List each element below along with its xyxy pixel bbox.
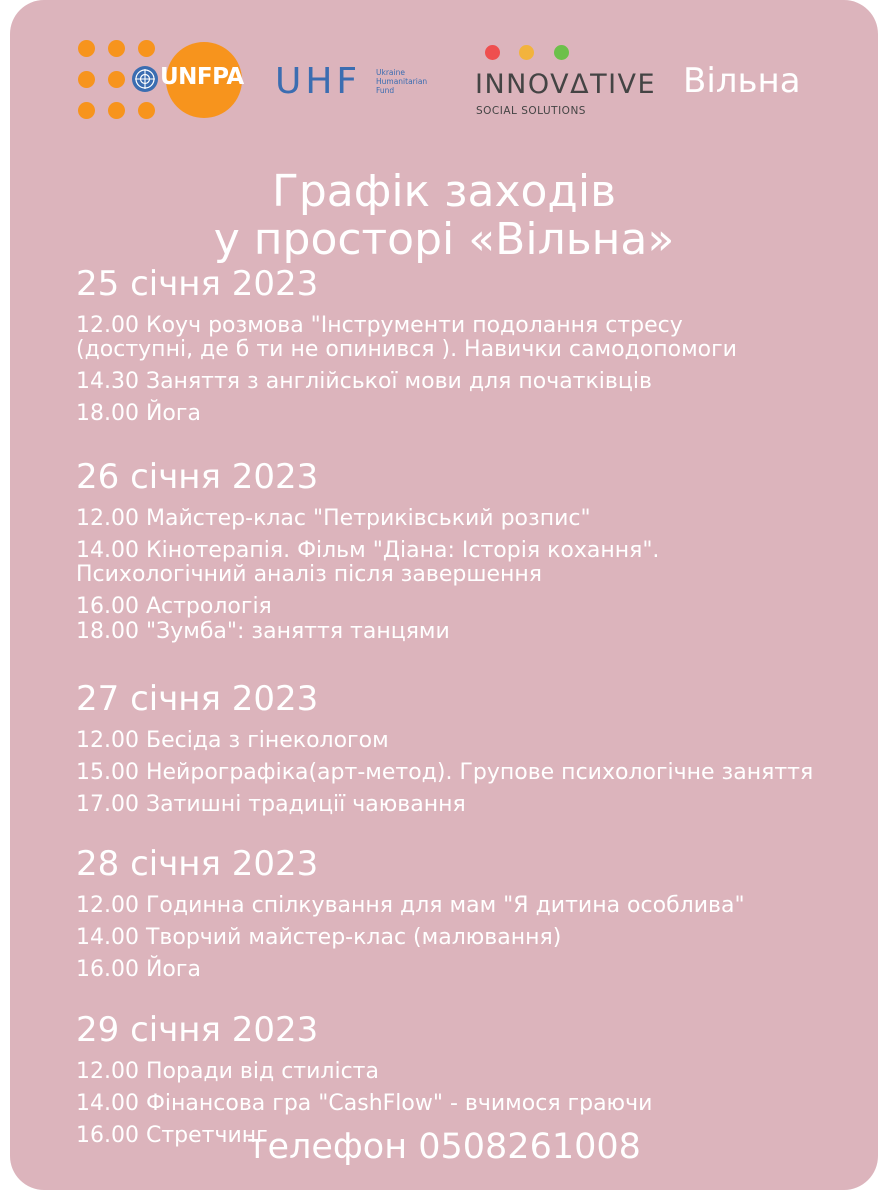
- day-block: [76, 677, 876, 842]
- contact-phone: телефон 0508261008: [247, 1127, 641, 1167]
- uhf-line-3: Fund: [376, 86, 395, 95]
- event-item: 12.00 Коуч розмова "Інструменти подолання стресу (доступні, де б ти не опинився ). Навички самодопомоги: [76, 313, 737, 362]
- poster: [10, 0, 878, 1190]
- un-globe-icon: [131, 65, 159, 93]
- event-item: 14.00 Фінансова гра "CashFlow" - вчимося граючи: [76, 1091, 653, 1116]
- event-item: 12.00 Поради від стиліста: [76, 1059, 379, 1084]
- event-item: 12.00 Майстер-клас "Петриківський розпис": [76, 506, 591, 531]
- event-item: 14.00 Кінотерапія. Фільм "Діана: Історія кохання". Психологічний аналіз після завершення: [76, 538, 660, 587]
- vilna-logo: Вільна: [683, 61, 801, 101]
- day-date: 28 січня 2023: [76, 844, 319, 884]
- event-item: 15.00 Нейрографіка(арт-метод). Групове психологічне заняття: [76, 760, 814, 785]
- uhf-line-2: Humanitarian: [376, 77, 428, 86]
- page-title-line-2: у просторі «Вільна»: [213, 214, 675, 265]
- event-item: 18.00 Йога: [76, 401, 201, 426]
- uhf-line-1: Ukraine: [376, 68, 405, 77]
- event-item: 12.00 Бесіда з гінекологом: [76, 728, 389, 753]
- day-block: [76, 262, 876, 455]
- event-item: 16.00 Йога: [76, 957, 201, 982]
- event-item: 16.00 Стретчинг: [76, 1123, 268, 1148]
- innovative-logo-subtitle: SOCIAL SOLUTIONS: [476, 105, 586, 117]
- unfpa-logo-text: UNFPA: [160, 64, 244, 90]
- logo-row: [10, 0, 878, 140]
- page-title-line-1: Графік заходів: [271, 166, 617, 217]
- event-item: 17.00 Затишні традиції чаювання: [76, 792, 466, 817]
- event-item: 18.00 "Зумба": заняття танцями: [76, 619, 450, 644]
- uhf-logo-text: UHF: [275, 61, 362, 102]
- innovative-dots-icon: [475, 45, 575, 63]
- day-date: 25 січня 2023: [76, 264, 319, 304]
- day-block: [76, 842, 876, 1008]
- event-item: 14.30 Заняття з англійської мови для початківців: [76, 369, 652, 394]
- event-item: 16.00 Астрологія: [76, 594, 272, 619]
- day-block: [76, 455, 876, 677]
- day-date: 29 січня 2023: [76, 1010, 319, 1050]
- day-date: 27 січня 2023: [76, 679, 319, 719]
- event-item: 14.00 Творчий майстер-клас (малювання): [76, 925, 562, 950]
- day-date: 26 січня 2023: [76, 457, 319, 497]
- innovative-logo-title: INNOVΔTIVE: [475, 69, 657, 100]
- uhf-logo-subtext: [376, 68, 456, 95]
- event-item: 12.00 Годинна спілкування для мам "Я дитина особлива": [76, 893, 745, 918]
- schedule: [76, 262, 876, 1148]
